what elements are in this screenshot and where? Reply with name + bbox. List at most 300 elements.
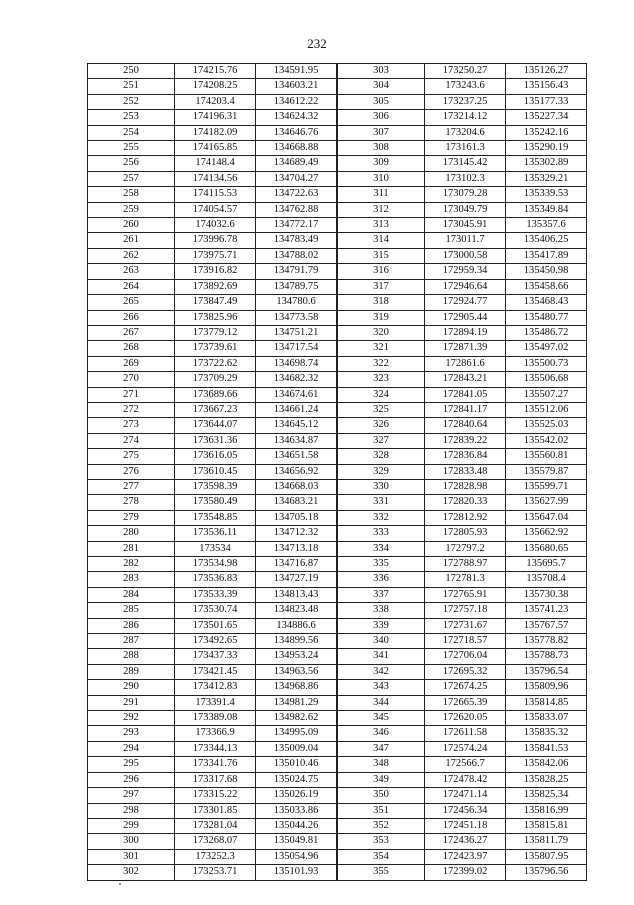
left-y-coordinate-cell: 134823.48 bbox=[256, 603, 338, 618]
table-row bbox=[88, 557, 587, 572]
left-y-coordinate-cell: 134603.21 bbox=[256, 79, 338, 94]
right-point-number-cell: 342 bbox=[337, 664, 425, 679]
left-y-coordinate-cell: 134634.87 bbox=[256, 433, 338, 448]
right-y-coordinate-cell: 135599.71 bbox=[506, 479, 587, 494]
right-y-coordinate-cell: 135647.04 bbox=[506, 510, 587, 525]
left-y-coordinate-cell: 134651.58 bbox=[256, 449, 338, 464]
right-x-coordinate-cell: 172812.92 bbox=[425, 510, 506, 525]
left-point-number-cell: 260 bbox=[88, 218, 175, 233]
left-point-number-cell: 256 bbox=[88, 156, 175, 171]
table-row bbox=[88, 495, 587, 510]
right-point-number-cell: 319 bbox=[337, 310, 425, 325]
left-x-coordinate-cell: 173580.49 bbox=[175, 495, 256, 510]
right-point-number-cell: 324 bbox=[337, 387, 425, 402]
right-y-coordinate-cell: 135512.06 bbox=[506, 402, 587, 417]
right-x-coordinate-cell: 172841.17 bbox=[425, 402, 506, 417]
table-row bbox=[88, 634, 587, 649]
right-point-number-cell: 344 bbox=[337, 695, 425, 710]
left-point-number-cell: 271 bbox=[88, 387, 175, 402]
left-y-coordinate-cell: 135026.19 bbox=[256, 788, 338, 803]
right-x-coordinate-cell: 172841.05 bbox=[425, 387, 506, 402]
right-x-coordinate-cell: 172718.57 bbox=[425, 634, 506, 649]
left-x-coordinate-cell: 174134.56 bbox=[175, 171, 256, 186]
right-y-coordinate-cell: 135825.34 bbox=[506, 788, 587, 803]
right-x-coordinate-cell: 172436.27 bbox=[425, 834, 506, 849]
table-row bbox=[88, 156, 587, 171]
left-y-coordinate-cell: 135024.75 bbox=[256, 772, 338, 787]
left-y-coordinate-cell: 134689.49 bbox=[256, 156, 338, 171]
left-point-number-cell: 300 bbox=[88, 834, 175, 849]
table-row bbox=[88, 757, 587, 772]
table-row bbox=[88, 387, 587, 402]
right-y-coordinate-cell: 135662.92 bbox=[506, 526, 587, 541]
right-y-coordinate-cell: 135730.38 bbox=[506, 587, 587, 602]
left-y-coordinate-cell: 134788.02 bbox=[256, 248, 338, 263]
left-y-coordinate-cell: 134591.95 bbox=[256, 64, 338, 79]
left-y-coordinate-cell: 134783.49 bbox=[256, 233, 338, 248]
left-x-coordinate-cell: 173252.3 bbox=[175, 849, 256, 864]
right-y-coordinate-cell: 135525.03 bbox=[506, 418, 587, 433]
right-point-number-cell: 333 bbox=[337, 526, 425, 541]
right-y-coordinate-cell: 135357.6 bbox=[506, 218, 587, 233]
table-row bbox=[88, 418, 587, 433]
right-x-coordinate-cell: 172695.32 bbox=[425, 664, 506, 679]
right-y-coordinate-cell: 135680.65 bbox=[506, 541, 587, 556]
left-y-coordinate-cell: 134981.29 bbox=[256, 695, 338, 710]
left-y-coordinate-cell: 134668.03 bbox=[256, 479, 338, 494]
left-point-number-cell: 290 bbox=[88, 680, 175, 695]
right-point-number-cell: 334 bbox=[337, 541, 425, 556]
right-point-number-cell: 317 bbox=[337, 279, 425, 294]
table-row bbox=[88, 279, 587, 294]
right-x-coordinate-cell: 172620.05 bbox=[425, 711, 506, 726]
right-x-coordinate-cell: 172674.25 bbox=[425, 680, 506, 695]
left-point-number-cell: 263 bbox=[88, 264, 175, 279]
left-point-number-cell: 267 bbox=[88, 325, 175, 340]
right-x-coordinate-cell: 172833.48 bbox=[425, 464, 506, 479]
right-point-number-cell: 335 bbox=[337, 557, 425, 572]
table-row bbox=[88, 79, 587, 94]
right-y-coordinate-cell: 135126.27 bbox=[506, 64, 587, 79]
left-x-coordinate-cell: 173548.85 bbox=[175, 510, 256, 525]
right-y-coordinate-cell: 135796.54 bbox=[506, 664, 587, 679]
left-point-number-cell: 268 bbox=[88, 341, 175, 356]
right-x-coordinate-cell: 173049.79 bbox=[425, 202, 506, 217]
left-point-number-cell: 281 bbox=[88, 541, 175, 556]
right-point-number-cell: 312 bbox=[337, 202, 425, 217]
left-x-coordinate-cell: 173847.49 bbox=[175, 295, 256, 310]
left-point-number-cell: 269 bbox=[88, 356, 175, 371]
left-y-coordinate-cell: 135101.93 bbox=[256, 865, 338, 880]
right-x-coordinate-cell: 172836.84 bbox=[425, 449, 506, 464]
right-y-coordinate-cell: 135841.53 bbox=[506, 741, 587, 756]
right-point-number-cell: 332 bbox=[337, 510, 425, 525]
right-x-coordinate-cell: 172805.93 bbox=[425, 526, 506, 541]
right-point-number-cell: 322 bbox=[337, 356, 425, 371]
right-y-coordinate-cell: 135815.81 bbox=[506, 818, 587, 833]
left-point-number-cell: 266 bbox=[88, 310, 175, 325]
right-point-number-cell: 318 bbox=[337, 295, 425, 310]
right-point-number-cell: 314 bbox=[337, 233, 425, 248]
left-x-coordinate-cell: 173975.71 bbox=[175, 248, 256, 263]
right-y-coordinate-cell: 135242.16 bbox=[506, 125, 587, 140]
left-point-number-cell: 250 bbox=[88, 64, 175, 79]
right-x-coordinate-cell: 172399.02 bbox=[425, 865, 506, 880]
right-x-coordinate-cell: 173011.7 bbox=[425, 233, 506, 248]
left-point-number-cell: 297 bbox=[88, 788, 175, 803]
coordinates-table-body bbox=[88, 64, 587, 881]
right-y-coordinate-cell: 135302.89 bbox=[506, 156, 587, 171]
right-point-number-cell: 303 bbox=[337, 64, 425, 79]
left-point-number-cell: 298 bbox=[88, 803, 175, 818]
left-x-coordinate-cell: 173709.29 bbox=[175, 372, 256, 387]
table-row bbox=[88, 372, 587, 387]
left-x-coordinate-cell: 173825.96 bbox=[175, 310, 256, 325]
right-y-coordinate-cell: 135816.99 bbox=[506, 803, 587, 818]
right-x-coordinate-cell: 172839.22 bbox=[425, 433, 506, 448]
left-x-coordinate-cell: 173366.9 bbox=[175, 726, 256, 741]
left-point-number-cell: 287 bbox=[88, 634, 175, 649]
left-x-coordinate-cell: 173722.62 bbox=[175, 356, 256, 371]
right-x-coordinate-cell: 173250.27 bbox=[425, 64, 506, 79]
left-x-coordinate-cell: 173437.33 bbox=[175, 649, 256, 664]
right-x-coordinate-cell: 172894.19 bbox=[425, 325, 506, 340]
right-point-number-cell: 310 bbox=[337, 171, 425, 186]
right-y-coordinate-cell: 135811.79 bbox=[506, 834, 587, 849]
right-y-coordinate-cell: 135417.89 bbox=[506, 248, 587, 263]
left-y-coordinate-cell: 134762.88 bbox=[256, 202, 338, 217]
left-x-coordinate-cell: 174054.57 bbox=[175, 202, 256, 217]
table-row bbox=[88, 603, 587, 618]
right-point-number-cell: 316 bbox=[337, 264, 425, 279]
left-y-coordinate-cell: 135033.86 bbox=[256, 803, 338, 818]
left-point-number-cell: 258 bbox=[88, 187, 175, 202]
table-row bbox=[88, 141, 587, 156]
left-point-number-cell: 274 bbox=[88, 433, 175, 448]
table-row bbox=[88, 818, 587, 833]
right-x-coordinate-cell: 173161.3 bbox=[425, 141, 506, 156]
right-point-number-cell: 346 bbox=[337, 726, 425, 741]
right-point-number-cell: 353 bbox=[337, 834, 425, 849]
right-point-number-cell: 304 bbox=[337, 79, 425, 94]
left-x-coordinate-cell: 173301.85 bbox=[175, 803, 256, 818]
left-y-coordinate-cell: 134727.19 bbox=[256, 572, 338, 587]
left-point-number-cell: 284 bbox=[88, 587, 175, 602]
right-point-number-cell: 347 bbox=[337, 741, 425, 756]
right-point-number-cell: 329 bbox=[337, 464, 425, 479]
right-y-coordinate-cell: 135507.27 bbox=[506, 387, 587, 402]
table-row bbox=[88, 849, 587, 864]
left-x-coordinate-cell: 173501.65 bbox=[175, 618, 256, 633]
table-row bbox=[88, 772, 587, 787]
left-x-coordinate-cell: 173317.68 bbox=[175, 772, 256, 787]
right-point-number-cell: 308 bbox=[337, 141, 425, 156]
table-row bbox=[88, 479, 587, 494]
right-x-coordinate-cell: 172471.14 bbox=[425, 788, 506, 803]
right-y-coordinate-cell: 135708.4 bbox=[506, 572, 587, 587]
left-point-number-cell: 276 bbox=[88, 464, 175, 479]
right-y-coordinate-cell: 135506.68 bbox=[506, 372, 587, 387]
table-row bbox=[88, 695, 587, 710]
right-point-number-cell: 340 bbox=[337, 634, 425, 649]
table-row bbox=[88, 449, 587, 464]
left-x-coordinate-cell: 174203.4 bbox=[175, 94, 256, 109]
left-point-number-cell: 252 bbox=[88, 94, 175, 109]
left-y-coordinate-cell: 134661.24 bbox=[256, 402, 338, 417]
right-y-coordinate-cell: 135177.33 bbox=[506, 94, 587, 109]
right-x-coordinate-cell: 173214.12 bbox=[425, 110, 506, 125]
left-x-coordinate-cell: 173598.39 bbox=[175, 479, 256, 494]
left-x-coordinate-cell: 173779.12 bbox=[175, 325, 256, 340]
table-row bbox=[88, 510, 587, 525]
right-y-coordinate-cell: 135542.02 bbox=[506, 433, 587, 448]
right-y-coordinate-cell: 135450.98 bbox=[506, 264, 587, 279]
table-row bbox=[88, 865, 587, 880]
table-row bbox=[88, 402, 587, 417]
right-point-number-cell: 352 bbox=[337, 818, 425, 833]
left-y-coordinate-cell: 135049.81 bbox=[256, 834, 338, 849]
left-point-number-cell: 265 bbox=[88, 295, 175, 310]
table-row bbox=[88, 541, 587, 556]
right-y-coordinate-cell: 135339.53 bbox=[506, 187, 587, 202]
right-x-coordinate-cell: 172788.97 bbox=[425, 557, 506, 572]
left-y-coordinate-cell: 134717.54 bbox=[256, 341, 338, 356]
right-point-number-cell: 327 bbox=[337, 433, 425, 448]
left-point-number-cell: 278 bbox=[88, 495, 175, 510]
left-point-number-cell: 285 bbox=[88, 603, 175, 618]
left-point-number-cell: 251 bbox=[88, 79, 175, 94]
right-point-number-cell: 320 bbox=[337, 325, 425, 340]
right-x-coordinate-cell: 172797.2 bbox=[425, 541, 506, 556]
table-row bbox=[88, 171, 587, 186]
table-row bbox=[88, 834, 587, 849]
left-point-number-cell: 296 bbox=[88, 772, 175, 787]
left-y-coordinate-cell: 134886.6 bbox=[256, 618, 338, 633]
right-x-coordinate-cell: 172871.39 bbox=[425, 341, 506, 356]
left-x-coordinate-cell: 173667.23 bbox=[175, 402, 256, 417]
left-x-coordinate-cell: 173391.4 bbox=[175, 695, 256, 710]
left-y-coordinate-cell: 134674.61 bbox=[256, 387, 338, 402]
left-x-coordinate-cell: 173268.07 bbox=[175, 834, 256, 849]
right-y-coordinate-cell: 135329.21 bbox=[506, 171, 587, 186]
right-point-number-cell: 336 bbox=[337, 572, 425, 587]
left-point-number-cell: 253 bbox=[88, 110, 175, 125]
right-point-number-cell: 337 bbox=[337, 587, 425, 602]
left-point-number-cell: 294 bbox=[88, 741, 175, 756]
table-row bbox=[88, 110, 587, 125]
left-x-coordinate-cell: 173536.83 bbox=[175, 572, 256, 587]
right-point-number-cell: 309 bbox=[337, 156, 425, 171]
right-point-number-cell: 341 bbox=[337, 649, 425, 664]
left-y-coordinate-cell: 134722.63 bbox=[256, 187, 338, 202]
left-x-coordinate-cell: 173315.22 bbox=[175, 788, 256, 803]
right-y-coordinate-cell: 135809.96 bbox=[506, 680, 587, 695]
table-row bbox=[88, 202, 587, 217]
left-x-coordinate-cell: 174215.76 bbox=[175, 64, 256, 79]
left-y-coordinate-cell: 134968.86 bbox=[256, 680, 338, 695]
right-point-number-cell: 354 bbox=[337, 849, 425, 864]
table-row bbox=[88, 649, 587, 664]
left-x-coordinate-cell: 174032.6 bbox=[175, 218, 256, 233]
coordinates-table bbox=[87, 63, 587, 881]
right-y-coordinate-cell: 135695.7 bbox=[506, 557, 587, 572]
left-x-coordinate-cell: 173996.78 bbox=[175, 233, 256, 248]
left-point-number-cell: 292 bbox=[88, 711, 175, 726]
table-row bbox=[88, 788, 587, 803]
left-point-number-cell: 272 bbox=[88, 402, 175, 417]
right-x-coordinate-cell: 172478.42 bbox=[425, 772, 506, 787]
left-y-coordinate-cell: 134682.32 bbox=[256, 372, 338, 387]
right-x-coordinate-cell: 172924.77 bbox=[425, 295, 506, 310]
right-x-coordinate-cell: 172611.58 bbox=[425, 726, 506, 741]
right-point-number-cell: 326 bbox=[337, 418, 425, 433]
right-y-coordinate-cell: 135349.84 bbox=[506, 202, 587, 217]
right-point-number-cell: 311 bbox=[337, 187, 425, 202]
left-x-coordinate-cell: 173689.66 bbox=[175, 387, 256, 402]
table-row bbox=[88, 356, 587, 371]
left-point-number-cell: 264 bbox=[88, 279, 175, 294]
left-x-coordinate-cell: 173533.39 bbox=[175, 587, 256, 602]
left-x-coordinate-cell: 173534 bbox=[175, 541, 256, 556]
table-row bbox=[88, 310, 587, 325]
table-row bbox=[88, 94, 587, 109]
left-x-coordinate-cell: 173530.74 bbox=[175, 603, 256, 618]
table-row bbox=[88, 295, 587, 310]
right-x-coordinate-cell: 172861.6 bbox=[425, 356, 506, 371]
left-y-coordinate-cell: 134780.6 bbox=[256, 295, 338, 310]
left-point-number-cell: 295 bbox=[88, 757, 175, 772]
left-y-coordinate-cell: 135044.26 bbox=[256, 818, 338, 833]
right-y-coordinate-cell: 135468.43 bbox=[506, 295, 587, 310]
right-y-coordinate-cell: 135828.25 bbox=[506, 772, 587, 787]
right-y-coordinate-cell: 135778.82 bbox=[506, 634, 587, 649]
left-y-coordinate-cell: 134656.92 bbox=[256, 464, 338, 479]
left-y-coordinate-cell: 134624.32 bbox=[256, 110, 338, 125]
left-point-number-cell: 261 bbox=[88, 233, 175, 248]
left-y-coordinate-cell: 134704.27 bbox=[256, 171, 338, 186]
right-x-coordinate-cell: 172959.34 bbox=[425, 264, 506, 279]
right-y-coordinate-cell: 135156.43 bbox=[506, 79, 587, 94]
left-x-coordinate-cell: 173631.36 bbox=[175, 433, 256, 448]
left-x-coordinate-cell: 173610.45 bbox=[175, 464, 256, 479]
right-y-coordinate-cell: 135406.25 bbox=[506, 233, 587, 248]
right-x-coordinate-cell: 172820.33 bbox=[425, 495, 506, 510]
right-point-number-cell: 345 bbox=[337, 711, 425, 726]
right-y-coordinate-cell: 135833.07 bbox=[506, 711, 587, 726]
table-row bbox=[88, 711, 587, 726]
right-point-number-cell: 325 bbox=[337, 402, 425, 417]
table-row bbox=[88, 325, 587, 340]
right-x-coordinate-cell: 172451.18 bbox=[425, 818, 506, 833]
left-x-coordinate-cell: 173421.45 bbox=[175, 664, 256, 679]
left-point-number-cell: 282 bbox=[88, 557, 175, 572]
left-x-coordinate-cell: 173892.69 bbox=[175, 279, 256, 294]
left-y-coordinate-cell: 134716.87 bbox=[256, 557, 338, 572]
right-x-coordinate-cell: 172423.97 bbox=[425, 849, 506, 864]
right-y-coordinate-cell: 135290.19 bbox=[506, 141, 587, 156]
left-y-coordinate-cell: 134646.76 bbox=[256, 125, 338, 140]
right-y-coordinate-cell: 135814.85 bbox=[506, 695, 587, 710]
left-y-coordinate-cell: 134963.56 bbox=[256, 664, 338, 679]
table-row bbox=[88, 187, 587, 202]
left-point-number-cell: 293 bbox=[88, 726, 175, 741]
left-y-coordinate-cell: 135010.46 bbox=[256, 757, 338, 772]
right-x-coordinate-cell: 172731.67 bbox=[425, 618, 506, 633]
left-point-number-cell: 286 bbox=[88, 618, 175, 633]
left-point-number-cell: 279 bbox=[88, 510, 175, 525]
table-row bbox=[88, 664, 587, 679]
left-x-coordinate-cell: 174165.85 bbox=[175, 141, 256, 156]
right-y-coordinate-cell: 135627.99 bbox=[506, 495, 587, 510]
right-y-coordinate-cell: 135497.02 bbox=[506, 341, 587, 356]
right-y-coordinate-cell: 135579.87 bbox=[506, 464, 587, 479]
right-point-number-cell: 351 bbox=[337, 803, 425, 818]
right-x-coordinate-cell: 173079.28 bbox=[425, 187, 506, 202]
right-x-coordinate-cell: 172574.24 bbox=[425, 741, 506, 756]
left-y-coordinate-cell: 134683.21 bbox=[256, 495, 338, 510]
left-y-coordinate-cell: 134791.79 bbox=[256, 264, 338, 279]
left-y-coordinate-cell: 134773.58 bbox=[256, 310, 338, 325]
table-row bbox=[88, 218, 587, 233]
left-y-coordinate-cell: 134789.75 bbox=[256, 279, 338, 294]
page-number: 232 bbox=[307, 36, 327, 51]
left-x-coordinate-cell: 174182.09 bbox=[175, 125, 256, 140]
table-row bbox=[88, 464, 587, 479]
right-x-coordinate-cell: 173237.25 bbox=[425, 94, 506, 109]
left-point-number-cell: 299 bbox=[88, 818, 175, 833]
left-x-coordinate-cell: 173412.83 bbox=[175, 680, 256, 695]
left-point-number-cell: 291 bbox=[88, 695, 175, 710]
left-y-coordinate-cell: 134705.18 bbox=[256, 510, 338, 525]
table-row bbox=[88, 726, 587, 741]
left-y-coordinate-cell: 134645.12 bbox=[256, 418, 338, 433]
table-row bbox=[88, 125, 587, 140]
right-y-coordinate-cell: 135835.32 bbox=[506, 726, 587, 741]
right-point-number-cell: 330 bbox=[337, 479, 425, 494]
right-y-coordinate-cell: 135560.81 bbox=[506, 449, 587, 464]
right-x-coordinate-cell: 173102.3 bbox=[425, 171, 506, 186]
left-y-coordinate-cell: 134698.74 bbox=[256, 356, 338, 371]
left-y-coordinate-cell: 134813.43 bbox=[256, 587, 338, 602]
right-y-coordinate-cell: 135500.73 bbox=[506, 356, 587, 371]
left-x-coordinate-cell: 173616.05 bbox=[175, 449, 256, 464]
left-point-number-cell: 289 bbox=[88, 664, 175, 679]
left-y-coordinate-cell: 134772.17 bbox=[256, 218, 338, 233]
right-x-coordinate-cell: 173145.42 bbox=[425, 156, 506, 171]
right-x-coordinate-cell: 172757.18 bbox=[425, 603, 506, 618]
right-point-number-cell: 321 bbox=[337, 341, 425, 356]
left-x-coordinate-cell: 173534.98 bbox=[175, 557, 256, 572]
table-row bbox=[88, 526, 587, 541]
right-point-number-cell: 323 bbox=[337, 372, 425, 387]
right-y-coordinate-cell: 135807.95 bbox=[506, 849, 587, 864]
left-point-number-cell: 301 bbox=[88, 849, 175, 864]
right-x-coordinate-cell: 172781.3 bbox=[425, 572, 506, 587]
left-x-coordinate-cell: 174115.53 bbox=[175, 187, 256, 202]
table-row bbox=[88, 433, 587, 448]
left-y-coordinate-cell: 134982.62 bbox=[256, 711, 338, 726]
left-y-coordinate-cell: 135009.04 bbox=[256, 741, 338, 756]
right-point-number-cell: 307 bbox=[337, 125, 425, 140]
left-point-number-cell: 275 bbox=[88, 449, 175, 464]
left-x-coordinate-cell: 174208.25 bbox=[175, 79, 256, 94]
right-point-number-cell: 313 bbox=[337, 218, 425, 233]
right-point-number-cell: 315 bbox=[337, 248, 425, 263]
right-x-coordinate-cell: 172456.34 bbox=[425, 803, 506, 818]
left-point-number-cell: 270 bbox=[88, 372, 175, 387]
right-x-coordinate-cell: 173204.6 bbox=[425, 125, 506, 140]
right-y-coordinate-cell: 135767.57 bbox=[506, 618, 587, 633]
